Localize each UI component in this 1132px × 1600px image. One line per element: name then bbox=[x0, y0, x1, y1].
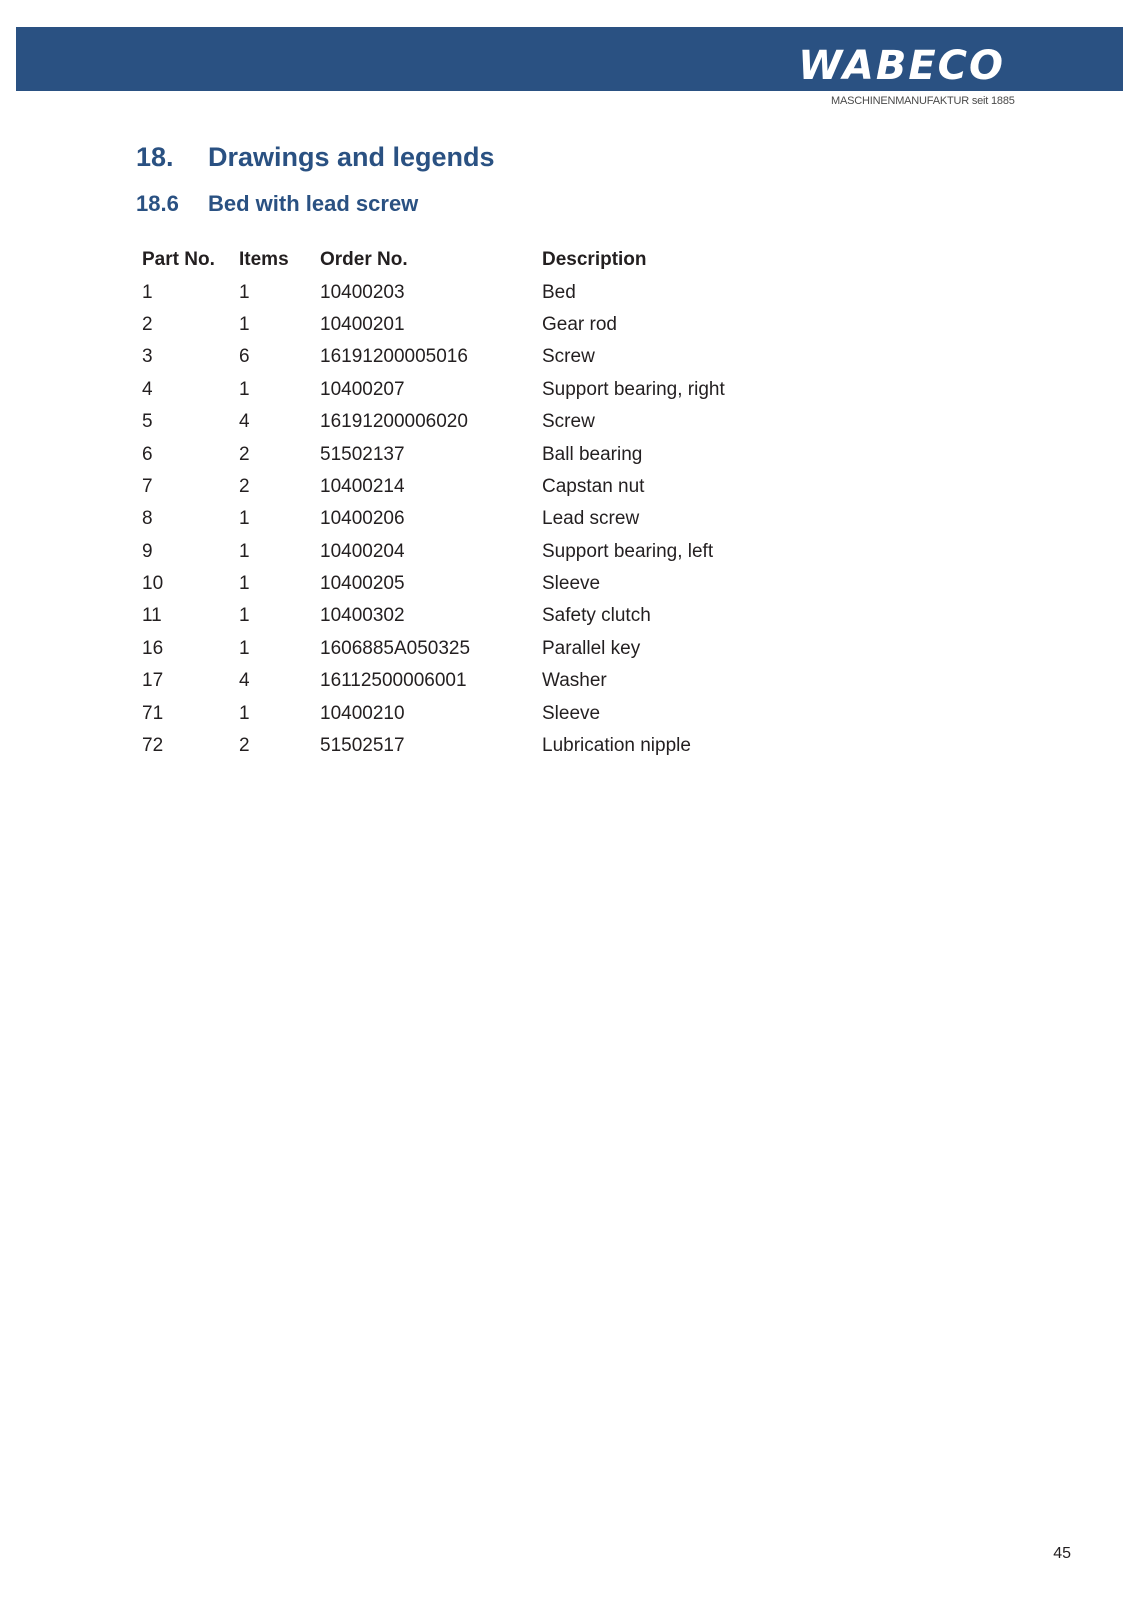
description-cell: Sleeve bbox=[542, 573, 601, 595]
part-no-cell: 72 bbox=[142, 735, 164, 757]
part-no-cell: 5 bbox=[142, 411, 153, 433]
items-cell: 1 bbox=[239, 281, 250, 303]
order-no-cell: 10400205 bbox=[320, 573, 405, 595]
items-cell: 1 bbox=[239, 573, 250, 595]
description-cell: Parallel key bbox=[542, 637, 641, 659]
section-number: 18. bbox=[136, 142, 174, 172]
table-row bbox=[138, 633, 842, 665]
order-no-cell: 10400207 bbox=[320, 378, 405, 400]
items-cell: 4 bbox=[239, 670, 250, 692]
table-row bbox=[138, 568, 842, 600]
parts-table-body bbox=[138, 276, 842, 762]
table-row bbox=[138, 309, 842, 341]
items-cell: 1 bbox=[239, 378, 250, 400]
part-no-cell: 1 bbox=[142, 281, 153, 303]
column-header-description: Description bbox=[542, 249, 647, 271]
table-row bbox=[138, 697, 842, 729]
part-no-cell: 16 bbox=[142, 637, 164, 659]
table-row bbox=[138, 374, 842, 406]
order-no-cell: 51502137 bbox=[320, 443, 405, 465]
items-cell: 1 bbox=[239, 637, 250, 659]
description-cell: Washer bbox=[542, 670, 607, 692]
table-row bbox=[138, 503, 842, 535]
order-no-cell: 16191200005016 bbox=[320, 346, 468, 368]
part-no-cell: 9 bbox=[142, 540, 153, 562]
table-row bbox=[138, 341, 842, 373]
part-no-cell: 11 bbox=[142, 605, 162, 627]
table-row bbox=[138, 438, 842, 470]
description-cell: Bed bbox=[542, 281, 576, 303]
items-cell: 1 bbox=[239, 605, 250, 627]
items-cell: 2 bbox=[239, 475, 250, 497]
wabeco-logo: WABECO bbox=[798, 43, 1005, 89]
part-no-cell: 17 bbox=[142, 670, 164, 692]
description-cell: Lead screw bbox=[542, 508, 640, 530]
order-no-cell: 10400302 bbox=[320, 605, 405, 627]
table-header-row bbox=[138, 244, 842, 276]
table-row bbox=[138, 471, 842, 503]
items-cell: 1 bbox=[239, 313, 250, 335]
part-no-cell: 4 bbox=[142, 378, 153, 400]
subsection-title: Bed with lead screw bbox=[208, 191, 419, 216]
order-no-cell: 16112500006001 bbox=[320, 670, 467, 692]
page-number: 45 bbox=[1053, 1545, 1071, 1562]
order-no-cell: 16191200006020 bbox=[320, 411, 468, 433]
order-no-cell: 51502517 bbox=[320, 735, 405, 757]
items-cell: 6 bbox=[239, 346, 250, 368]
order-no-cell: 1606885A050325 bbox=[320, 637, 471, 659]
description-cell: Support bearing, right bbox=[542, 378, 725, 400]
description-cell: Lubrication nipple bbox=[542, 735, 691, 757]
table-row bbox=[138, 665, 842, 697]
subsection-heading bbox=[136, 191, 418, 217]
column-header-part-no: Part No. bbox=[142, 249, 215, 271]
column-header-items: Items bbox=[239, 249, 289, 271]
description-cell: Ball bearing bbox=[542, 443, 643, 465]
description-cell: Safety clutch bbox=[542, 605, 651, 627]
description-cell: Screw bbox=[542, 411, 595, 433]
order-no-cell: 10400203 bbox=[320, 281, 405, 303]
part-no-cell: 2 bbox=[142, 313, 153, 335]
items-cell: 1 bbox=[239, 508, 250, 530]
items-cell: 1 bbox=[239, 702, 250, 724]
table-row bbox=[138, 536, 842, 568]
description-cell: Support bearing, left bbox=[542, 540, 714, 562]
logo-tagline: MASCHINENMANUFAKTUR seit 1885 bbox=[831, 95, 1015, 107]
description-cell: Sleeve bbox=[542, 702, 601, 724]
table-row bbox=[138, 730, 842, 762]
order-no-cell: 10400206 bbox=[320, 508, 405, 530]
section-heading bbox=[136, 141, 495, 173]
table-row bbox=[138, 600, 842, 632]
part-no-cell: 8 bbox=[142, 508, 153, 530]
order-no-cell: 10400201 bbox=[320, 313, 405, 335]
table-row bbox=[138, 276, 842, 308]
items-cell: 2 bbox=[239, 443, 250, 465]
subsection-number: 18.6 bbox=[136, 191, 179, 216]
items-cell: 4 bbox=[239, 411, 250, 433]
part-no-cell: 6 bbox=[142, 443, 153, 465]
part-no-cell: 7 bbox=[142, 475, 153, 497]
part-no-cell: 71 bbox=[142, 702, 164, 724]
part-no-cell: 3 bbox=[142, 346, 153, 368]
section-title: Drawings and legends bbox=[208, 142, 495, 172]
table-row bbox=[138, 406, 842, 438]
column-header-order-no: Order No. bbox=[320, 249, 408, 271]
order-no-cell: 10400204 bbox=[320, 540, 405, 562]
items-cell: 2 bbox=[239, 735, 250, 757]
description-cell: Screw bbox=[542, 346, 595, 368]
items-cell: 1 bbox=[239, 540, 250, 562]
part-no-cell: 10 bbox=[142, 573, 164, 595]
order-no-cell: 10400210 bbox=[320, 702, 405, 724]
description-cell: Gear rod bbox=[542, 313, 617, 335]
order-no-cell: 10400214 bbox=[320, 475, 405, 497]
parts-table bbox=[138, 244, 842, 762]
header-band bbox=[16, 27, 1123, 91]
description-cell: Capstan nut bbox=[542, 475, 645, 497]
